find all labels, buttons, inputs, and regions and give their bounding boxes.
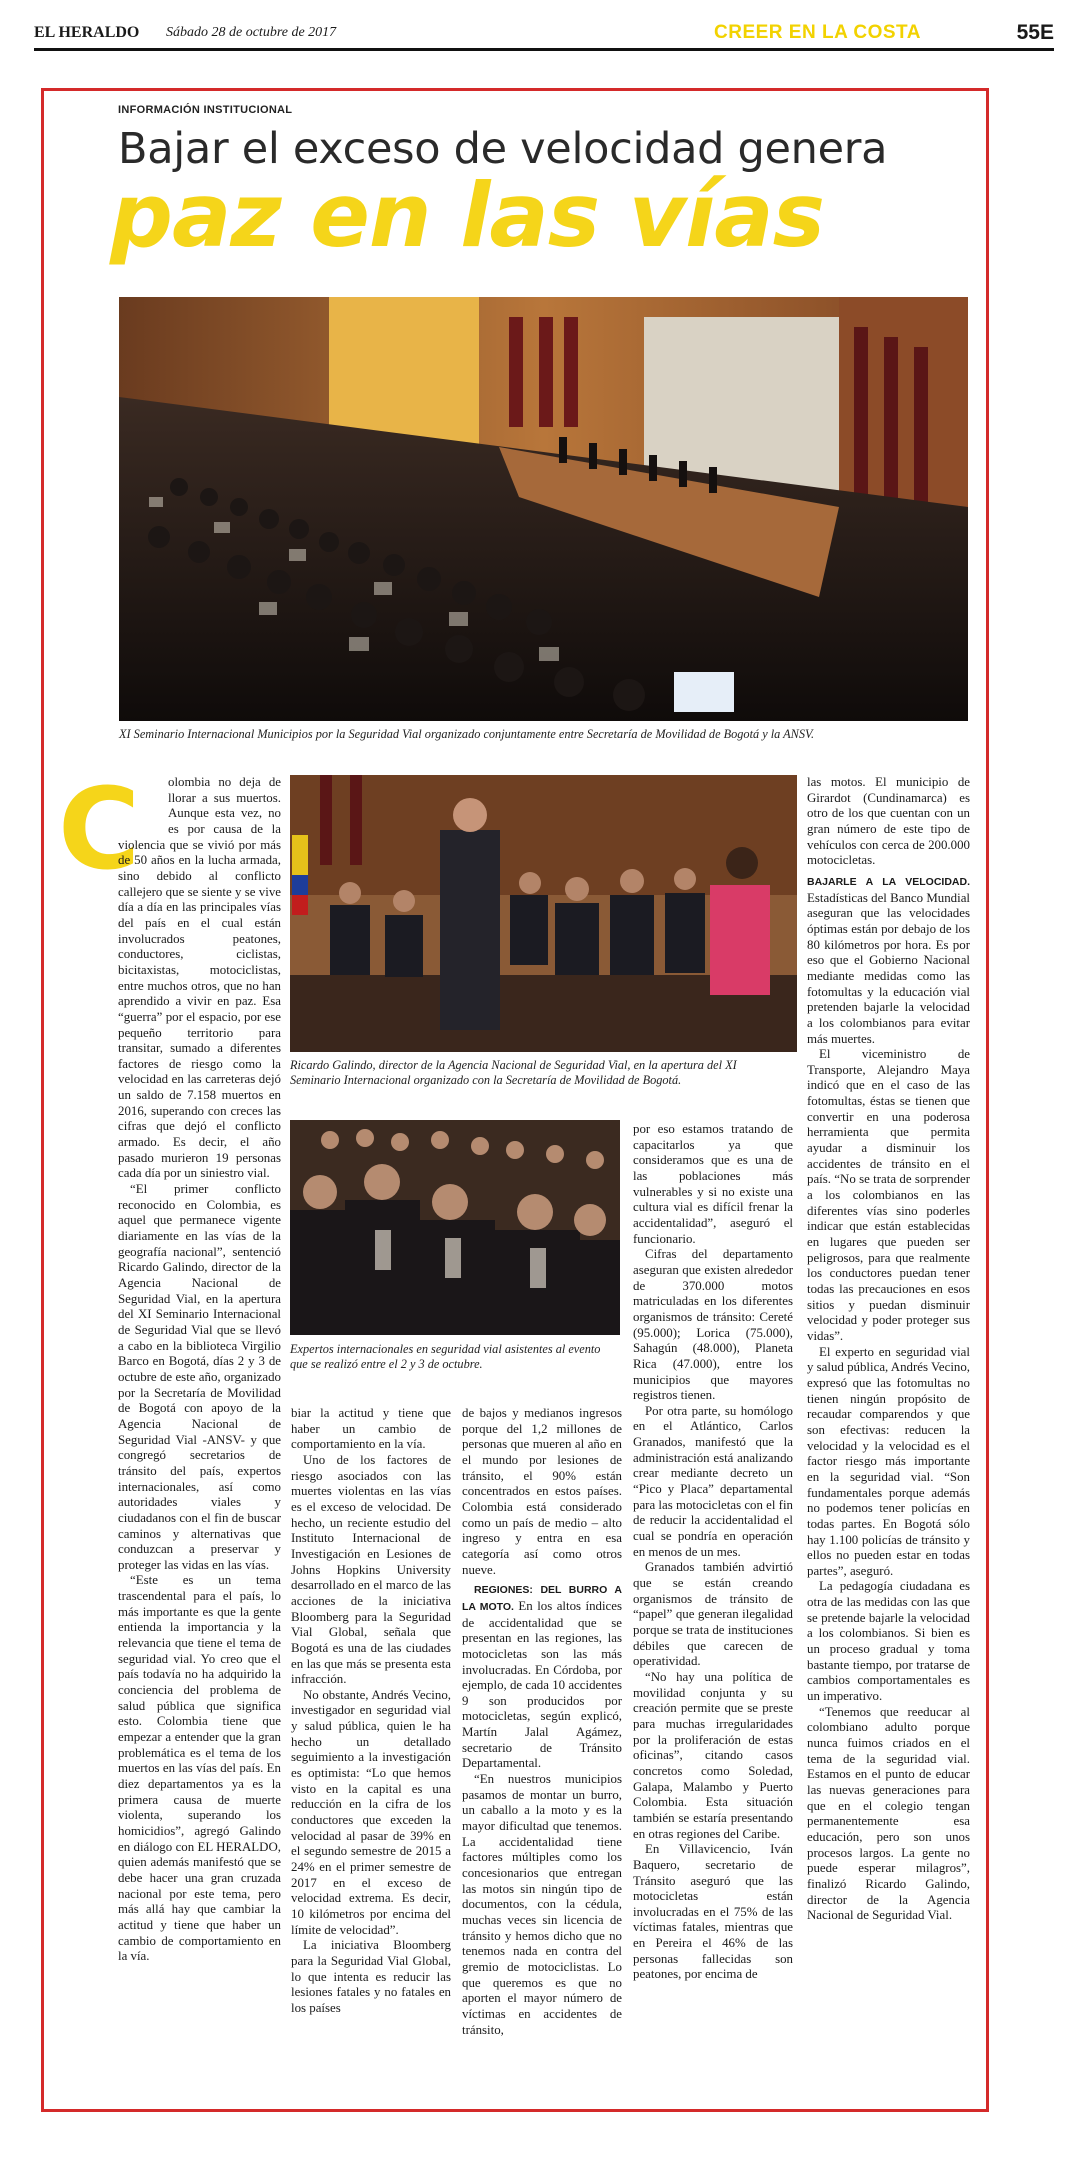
paragraph: olombia no deja de llorar a sus muertos. Aunque esta vez, no es por causa de la violencia que se vivió por más de 50 años en la lucha armada, sino debido al conflicto callejero que se siente y se vive día a día en las principales vías del país en el cual están involucrados peatones, conductores, ciclistas, bicitaxistas, motociclistas, entre muchos otros, que no han aprendido a vivir en paz. Esa “guerra” por el espacio, por ese pequeño territorio para transitar, sumado a diferentes factores de riesgo como la velocidad en las carreteras dejó un saldo de 7.158 muertos en 2016, superando con creces las cifras que dejó el conflicto armado. Es decir, el año pasado murieron 19 personas cada día por un siniestro vial. [118, 775, 281, 1181]
paragraph: por eso estamos tratando de capacitarlos ya que consideramos que es una de las poblaciones más vulnerables y si no existe una cultura vial es difícil frenar la accidentalidad”, aseguró el funcionario. [633, 1122, 793, 1246]
headline-line-2: paz en las vías [110, 164, 825, 267]
drop-cap-space [118, 775, 168, 835]
paragraph [462, 1582, 622, 1772]
paragraph: No obstante, Andrés Vecino, investigador en seguridad vial y salud pública, quien le ha hecho un detallado seguimiento a la investigación es optimista: “Lo que hemos visto en la capital es una reducción en la cifra de los conductores que exceden la velocidad al pasar de 39% en el segundo semestre de 2015 a 24% en el primer semestre de 2017 en el exceso de velocidad extrema. Es decir, 10 kilómetros por encima del límite de velocidad”. [291, 1687, 451, 1937]
body-column-3 [462, 1406, 622, 2086]
speaker-photo [290, 775, 797, 1052]
kicker: INFORMACIÓN INSTITUCIONAL [118, 104, 293, 116]
paragraph [807, 874, 970, 1047]
headline-line-1: Bajar el exceso de velocidad genera [118, 124, 888, 174]
paragraph: El viceministro de Transporte, Alejandro Maya indicó que en el caso de las fotomultas, éstas se tienen que convertir en una poderosa herramienta que permita ayudar a disminuir los accidentes de tránsito en el país. “No se trata de sorprender a los colombianos en las diferentes vías sino poderles indicar que están establecidas en lugares que pueden ser peligrosos, para que realmente los conductores puedan tener todas las precauciones en esos sitios y puedan disminuir velocidad y poder proteger sus vidas”. [807, 1047, 970, 1343]
paragraph: biar la actitud y tiene que haber un cambio de comportamiento en la vía. [291, 1406, 451, 1452]
issue-date: Sábado 28 de octubre de 2017 [166, 25, 337, 40]
paragraph: las motos. El municipio de Girardot (Cundinamarca) es otro de los que cuentan con un gran número de este tipo de vehículos con cerca de 200.000 motocicletas. [807, 775, 970, 868]
paragraph: “No hay una política de movilidad conjunta y su creación permite que se preste para muchas irregularidades por la proliferación de estas oficinas”, citando casos concretos como Soledad, Galapa, Malambo y Puerto Colombia. Esta situación también se estaría presentando en otras regiones del Caribe. [633, 1669, 793, 1841]
paragraph: “El primer conflicto reconocido en Colombia, es aquel que permanece vigente diariamente en las vías de la geografía nacional”, sentenció Ricardo Galindo, director de la Agencia Nacional de Seguridad Vial, en la apertura del XI Seminario Internacional de Seguridad Vial que se llevó a cabo en la biblioteca Virgilio Barco en Bogotá, días 2 y 3 de octubre de este año, organizado por la Secretaría de Movilidad de Bogotá con apoyo de la Agencia Nacional de Seguridad Vial -ANSV- y que congregó secretarios de tránsito del país, expertos internacionales, así como autoridades viales y ciudadanos con el fin de buscar caminos y alternativas que conduzcan a preservar y proteger las vidas en las vías. [118, 1182, 281, 1572]
paragraph: Por otra parte, su homólogo en el Atlántico, Carlos Granados, manifestó que la administración está analizando crear mediante decreto un “Pico y Placa” departamental para las motocicletas con el fin de reducir la accidentalidad el cual se pondría en operación en menos de un mes. [633, 1403, 793, 1559]
paragraph-text: Estadísticas del Banco Mundial aseguran que las velocidades óptimas están por debajo de los 80 kilómetros por hora. Es por eso que el Gobierno Nacional mediante medidas como las fotomultas y la educación vial pretenden bajarle la velocidad a los colombianos para evitar más muertes. [807, 890, 970, 1046]
paper-name: EL HERALDO [34, 24, 140, 41]
main-photo [119, 297, 968, 721]
body-column-5 [807, 775, 970, 2086]
section-title: CREER EN LA COSTA [714, 22, 921, 43]
paragraph: La pedagogía ciudadana es otra de las medidas con las que se pretende bajarle la velocidad a los colombianos. Si bien es un proceso gradual y toma bastante tiempo, por tratarse de cambios comportamentales es un imperativo. [807, 1579, 970, 1704]
experts-photo [290, 1120, 620, 1335]
paragraph: Uno de los factores de riesgo asociados con las muertes violentas en las vías es el exceso de velocidad. De hecho, un reciente estudio del Instituto Internacional de Investigación en Lesiones de Johns Hopkins University desarrollado en el marco de las acciones de la iniciativa Bloomberg para la Seguridad Vial Global, señala que Bogotá es una de las ciudades en las que más se presenta esta infracción. [291, 1452, 451, 1687]
subhead-regiones: REGIONES: DEL BURRO A LA MOTO. [462, 1584, 622, 1613]
body-column-4 [633, 1122, 793, 2086]
subhead-velocidad: BAJARLE A LA VELOCIDAD. [807, 875, 970, 888]
paragraph: En Villavicencio, Iván Baquero, secretario de Tránsito aseguró que las motocicletas están involucradas en el 75% de las víctimas fatales, mientras que en Pereira el 46% de las personas fallecidas son peatones, por encima de [633, 1842, 793, 1982]
paragraph: El experto en seguridad vial y salud pública, Andrés Vecino, expresó que las fotomultas no tienen ningún propósito de recaudar comparendos y que son efectivas: reducen la velocidad y la velocidad es el factor riesgo más importante en la seguridad vial. “Son fundamentales porque además no podemos tener policías en todas partes. En Bogotá sólo hay 1.100 policías de tránsito y ellos no pueden estar en todas partes”, aseguró. [807, 1344, 970, 1578]
drop-cap: C [58, 765, 141, 895]
paragraph: Cifras del departamento aseguran que existen alrededor de 370.000 motos matriculadas en los diferentes organismos de tránsito: Cereté (95.000); Lorica (75.000), Sahagún (48.000), Planeta Rica (47.000), entre los municipios que mayores registros tienen. [633, 1247, 793, 1403]
speaker-photo-caption: Ricardo Galindo, director de la Agencia Nacional de Seguridad Vial, en la apertura del XI Seminario Internacional organizado con la Secretaría de Movilidad de Bogotá. [290, 1058, 737, 1087]
paragraph: de bajos y medianos ingresos porque del 1,2 millones de personas que mueren al año en el mundo por lesiones de tránsito, el 90% están concentrados en estos países. Colombia está considerado como un país de medio – alto ingreso y entra en esa categoría así como otros nueve. [462, 1406, 622, 1577]
main-photo-caption: XI Seminario Internacional Municipios por la Seguridad Vial organizado conjuntamente entre Secretaría de Movilidad de Bogotá y la ANSV. [119, 727, 815, 741]
body-column-2 [291, 1406, 451, 2086]
body-column-1 [118, 775, 281, 2085]
paragraph: “En nuestros municipios pasamos de montar un burro, un caballo a la moto y es la mayor dificultad que tenemos. La accidentalidad tiene factores múltiples como los concesionarios que entregan las motos sin ningún tipo de documentos, con la cédula, muchas veces sin licencia de tránsito y hemos dicho que no tenemos nada en contra del gremio de motociclistas. Lo que queremos es que no aporten el mayor número de víctimas en accidentes de tránsito, [462, 1772, 622, 2037]
paragraph-text: En los altos índices de accidentalidad que se presentan en las regiones, las motocicletas son las más involucradas. En Córdoba, por ejemplo, de cada 10 accidentes 9 son producidos por motocicletas, según explicó, Martín Jalal Agámez, secretario de Tránsito Departamental. [462, 1598, 622, 1771]
experts-photo-caption: Expertos internacionales en seguridad vial asistentes al evento que se realizó entre el 2 y 3 de octubre. [290, 1342, 601, 1371]
paragraph: “Tenemos que reeducar al colombiano adulto porque nunca fuimos criados en el tema de la seguridad vial. Estamos en el punto de educar las nuevas generaciones para que en el colegio tengan permanentemente esa educación, pero son unos procesos largos. La gente no puede esperar milagros”, finalizó Ricardo Galindo, director de la Agencia Nacional de Seguridad Vial. [807, 1704, 970, 1923]
paragraph: Granados también advirtió que se están creando organismos de tránsito de “papel” que generan ilegalidad porque se trata de instituciones débiles que carecen de operatividad. [633, 1560, 793, 1669]
page-number: 55E [1016, 21, 1054, 44]
paragraph: La iniciativa Bloomberg para la Seguridad Vial Global, lo que intenta es reducir las lesiones fatales y no fatales en los países [291, 1938, 451, 2015]
masthead [34, 20, 1054, 51]
paragraph: “Este es un tema trascendental para el país, lo más importante es que la gente entienda la importancia y la relevancia que tiene el tema de seguridad vial. Yo creo que el país todavía no ha adquirido la conciencia del problema de salud pública que significa esto. Colombia tiene que empezar a entender que la gran problemática es el tema de los muertos en las vías del país. En diez departamentos ya es la primera causa de muerte violenta, superando los homicidios”, agregó Galindo en diálogo con EL HERALDO, quien además manifestó que se debe hacer una gran cruzada nacional por este tema, pero más allá hay que cambiar la actitud y tiene que haber un cambio de comportamiento en la vía. [118, 1573, 281, 1964]
